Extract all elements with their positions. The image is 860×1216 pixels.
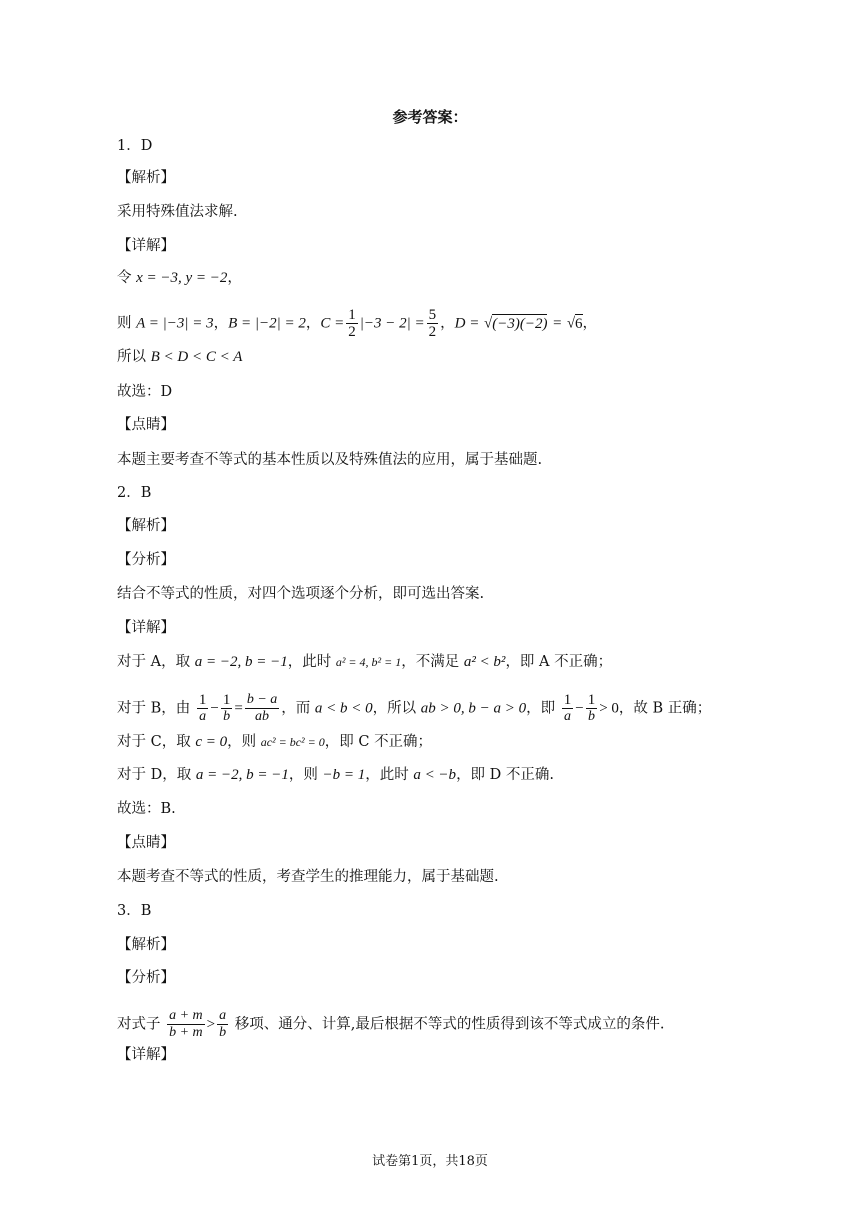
q1-let-suffix: ， bbox=[227, 270, 242, 286]
q2-answer: 2．B bbox=[117, 485, 152, 501]
q1-c-fraction-2: $\frac{5}{2}$ bbox=[428, 307, 437, 340]
q3-analysis-text: 对式子 $\frac{a + m}{b + m}$ > $\frac{a}{b}$ 移项、通分、计算,最后根据不等式的性质得到该不等式成立的条件. bbox=[117, 1008, 665, 1040]
q1-analysis-text: 采用特殊值法求解. bbox=[117, 204, 238, 220]
q1-sep: ， bbox=[440, 315, 455, 332]
page-title: 参考答案： bbox=[392, 108, 468, 126]
q1-comment: 本题主要考查不等式的基本性质以及特殊值法的应用，属于基础题. bbox=[117, 452, 543, 468]
q3-answer: 3．B bbox=[117, 903, 152, 919]
q1-d-eq: = bbox=[552, 315, 563, 332]
sqrt-icon: √ bbox=[566, 315, 576, 332]
q2-option-c: 对于 C，取 c = 0，则 ac² = bc² = 0，即 C 不正确； bbox=[117, 734, 433, 750]
q2-analysis-heading: 【解析】 bbox=[117, 518, 175, 534]
q1-comment-heading: 【点睛】 bbox=[117, 417, 175, 433]
q2-b-fraction-5: $\frac{1}{b}$ bbox=[587, 692, 596, 724]
q1-detail-heading: 【详解】 bbox=[117, 238, 175, 254]
q2-fenxi-heading: 【分析】 bbox=[117, 552, 175, 568]
q1-so-prefix: 所以 bbox=[117, 349, 151, 365]
q1-answer: 1．D bbox=[117, 138, 153, 154]
page-footer: 试卷第1页，共18页 bbox=[372, 1154, 488, 1169]
q2-option-d: 对于 D，取 a = −2, b = −1，则 −b = 1，此时 a < −b，即 D 不正确. bbox=[117, 767, 555, 783]
q1-so-line bbox=[117, 347, 242, 367]
q2-analysis-text: 结合不等式的性质，对四个选项逐个分析，即可选出答案. bbox=[117, 586, 485, 602]
q1-then-prefix: 则 bbox=[117, 315, 137, 332]
q1-d-value: 6 bbox=[575, 315, 583, 332]
q2-comment: 本题考查不等式的性质，考查学生的推理能力，属于基础题. bbox=[117, 869, 499, 885]
q2-choose: 故选：B. bbox=[117, 801, 176, 817]
q2-b-fraction-3: $\frac{b - a}{ab}$ bbox=[246, 692, 278, 724]
q2-b-fraction-4: $\frac{1}{a}$ bbox=[563, 692, 572, 724]
q1-d-radicand: (−3)(−2) bbox=[492, 315, 548, 332]
q3-analysis-heading: 【解析】 bbox=[117, 937, 175, 953]
sqrt-icon: √ bbox=[484, 315, 493, 332]
q3-fraction-1: $\frac{a + m}{b + m}$ bbox=[169, 1008, 203, 1040]
q1-sep: ， bbox=[213, 315, 229, 332]
q1-let-expr: x = −3, y = −2 bbox=[136, 270, 228, 286]
q1-sep: ， bbox=[305, 315, 321, 332]
q1-so-expr: B < D < C < A bbox=[150, 349, 243, 365]
q1-let-prefix: 令 bbox=[117, 270, 137, 286]
q3-fenxi-heading: 【分析】 bbox=[117, 970, 175, 986]
q1-c-lhs: C = bbox=[320, 315, 345, 332]
q2-detail-heading: 【详解】 bbox=[117, 620, 175, 636]
q1-analysis-heading: 【解析】 bbox=[117, 170, 175, 186]
q1-then-line bbox=[117, 307, 597, 340]
q2-comment-heading: 【点睛】 bbox=[117, 835, 175, 851]
q2-option-b: 对于 B，由 $\frac{1}{a}$ − $\frac{1}{b}$ = $\frac{b - a}{ab}$ ，而 a < b < 0，所以 ab > 0, b − a > 0，即 $\frac{1}{a}$ − $\frac{1}{b}$ > 0，故 B 正确； bbox=[117, 692, 712, 724]
q2-b-fraction-2: $\frac{1}{b}$ bbox=[222, 692, 231, 724]
q1-a-expr: A = |−3| = 3 bbox=[136, 315, 214, 332]
q1-b-expr: B = |−2| = 2 bbox=[228, 315, 306, 332]
q2-option-a: 对于 A，取 a = −2, b = −1，此时 a² = 4, b² = 1，不满足 a² < b²，即 A 不正确； bbox=[117, 654, 613, 670]
q1-choose: 故选：D bbox=[117, 384, 173, 400]
q3-detail-heading: 【详解】 bbox=[117, 1047, 175, 1063]
q2-b-fraction-1: $\frac{1}{a}$ bbox=[198, 692, 207, 724]
q1-sep: ， bbox=[582, 315, 598, 332]
q3-fraction-2: $\frac{a}{b}$ bbox=[219, 1008, 227, 1040]
q1-c-mid: |−3 − 2| = bbox=[359, 315, 425, 332]
q1-let-line bbox=[117, 268, 242, 288]
q1-c-fraction-1: $\frac{1}{2}$ bbox=[348, 307, 356, 340]
q1-d-lhs: D = bbox=[454, 315, 480, 332]
